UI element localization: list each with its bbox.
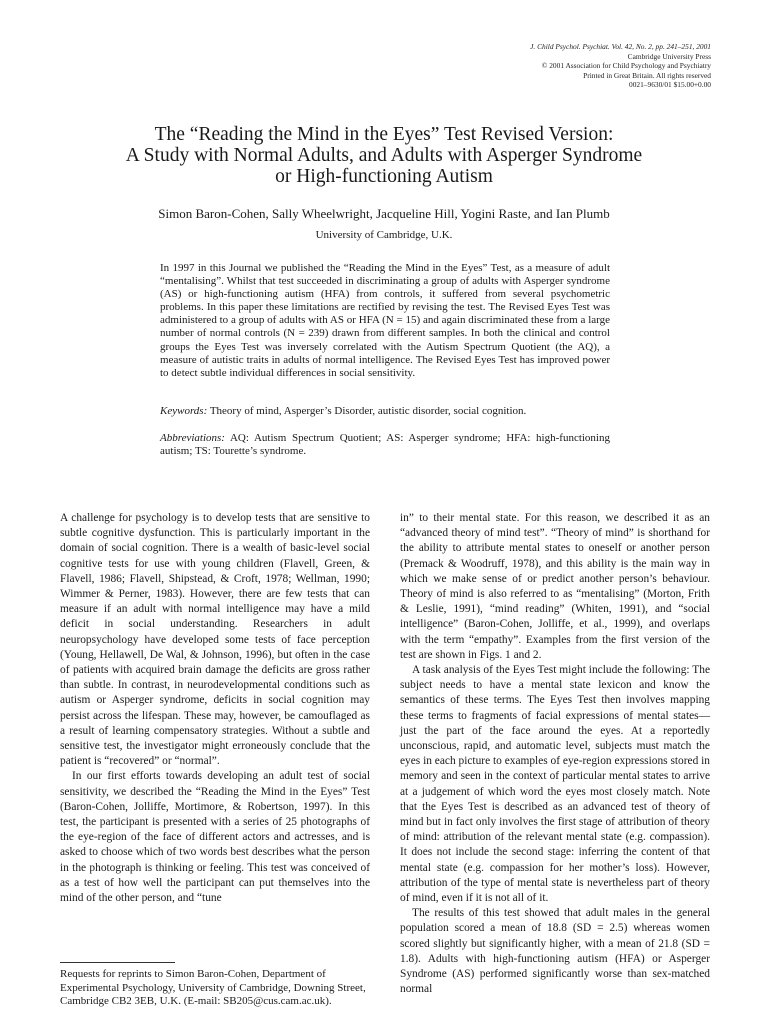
correspondence-footnote: Requests for reprints to Simon Baron-Cohen, Department of Experimental Psychology, University of Cambridge, Downing Street, Cambridge CB2 3EB, U.K. (E-mail: SB205@cus.cam.ac.uk).: [60, 968, 366, 1007]
footnote-divider: [60, 962, 175, 963]
article-title: [40, 124, 728, 187]
journal-publisher-line: Cambridge University Press: [627, 51, 711, 61]
body-paragraph: In our first efforts towards developing an adult test of social sensitivity, we described the “Reading the Mind in the Eyes” Test (Baron-Cohen, Jolliffe, Mortimore, & Robertson, 1997). In this test, the participant is presented with a series of 25 photographs of the eye-region of the face of different actors and actresses, and is asked to choose which of two words best describes what the person in the photograph is thinking or feeling. This test was conceived of as a test of how well the participant can put themselves into the mind of the other person, and “tune: [60, 770, 370, 905]
journal-citation-line: J. Child Psychol. Psychiat. Vol. 42, No. 2, pp. 241–251, 2001: [530, 42, 711, 51]
body-column-right: [400, 511, 710, 998]
abbreviations-label: Abbreviations:: [160, 432, 225, 444]
abstract: In 1997 in this Journal we published the “Reading the Mind in the Eyes” Test, as a measure of adult “mentalising”. Whilst that test succeeded in discriminating a group of adults with Asperger syndrome (AS) or high-functioning autism (HFA) from controls, it suffered from several psychometric problems. In this paper these limitations are rectified by revising the test. The Revised Eyes Test was administered to a group of adults with AS or HFA (N = 15) and again discriminated these from a large number of normal controls (N = 239) drawn from different samples. In both the clinical and control groups the Eyes Test was inversely correlated with the Autism Spectrum Quotient (the AQ), a measure of autistic traits in adults of normal intelligence. The Revised Eyes Test has improved power to detect subtle individual differences in social sensitivity.: [160, 262, 610, 379]
keywords-text: Theory of mind, Asperger’s Disorder, autistic disorder, social cognition.: [209, 405, 527, 417]
body-column-left: [60, 511, 370, 906]
author-list: Simon Baron-Cohen, Sally Wheelwright, Jacqueline Hill, Yogini Raste, and Ian Plumb: [158, 206, 610, 221]
abbreviations-text: AQ: Autism Spectrum Quotient; AS: Asperger syndrome; HFA: high-functioning autism; TS: Tourette’s syndrome.: [160, 432, 610, 458]
keywords-label: Keywords:: [160, 405, 208, 417]
journal-copyright-line: © 2001 Association for Child Psychology and Psychiatry: [541, 61, 711, 71]
journal-rights-line: Printed in Great Britain. All rights reserved: [583, 70, 711, 80]
keywords: [160, 405, 610, 418]
body-paragraph: The results of this test showed that adult males in the general population scored a mean of 18.8 (SD = 2.5) whereas women scored slightly but significantly higher, with a mean of 21.8 (SD = 1.8). Adults with high-functioning autism (HFA) or Asperger Syndrome (AS) performed significantly worse than sex-matched normal: [400, 907, 710, 996]
body-paragraph: A task analysis of the Eyes Test might include the following: The subject needs to have a mental state lexicon and know the semantics of these terms. The Eyes Test then involves mapping these terms to fragments of facial expressions of mental states—just the part of the face around the eyes. At a reportedly unconscious, rapid, and automatic level, subjects must match the eyes in each picture to examples of eye-region expressions stored in memory and seen in the context of particular mental states to arrive at a judgement of which word the eyes most closely match. Note that the Eyes Test is described as an advanced test of theory of mind but in fact only involves the first stage of attribution of theory of mind: attribution of the relevant mental state (e.g. compassion). It does not include the second stage: inferring the content of that mental state (e.g. compassion for her mother’s loss). However, attribution of the type of mental state is nevertheless part of theory of mind, even if it is not all of it.: [400, 664, 710, 905]
abbreviations: [160, 432, 610, 459]
journal-issn-line: 0021–9630/01 $15.00+0.00: [629, 80, 711, 90]
title-line: A Study with Normal Adults, and Adults with Asperger Syndrome: [125, 145, 643, 166]
journal-citation: [530, 42, 711, 90]
title-line: or High-functioning Autism: [275, 166, 493, 187]
body-paragraph: in” to their mental state. For this reason, we described it as an “advanced theory of mind test”. “Theory of mind” is shorthand for the ability to attribute mental states to oneself or another person (Premack & Woodruff, 1978), and this ability is the main way in which we make sense of or predict another person’s behaviour. Theory of mind is also referred to as “mentalising” (Morton, Frith & Leslie, 1991), “mind reading” (Whiten, 1991), and “social intelligence” (Baron-Cohen, Jolliffe, et al., 1999), and overlaps with the term “empathy”. Examples from the first version of the test are shown in Figs. 1 and 2.: [400, 512, 710, 661]
title-line: The “Reading the Mind in the Eyes” Test Revised Version:: [154, 124, 614, 145]
body-paragraph: A challenge for psychology is to develop tests that are sensitive to subtle cognitive dysfunction. This is particularly important in the domain of social cognition. There is a wealth of basic-level social cognitive tests for use with young children (Flavell, Green, & Flavell, 1986; Flavell, Shipstead, & Croft, 1978; Wellman, 1990; Wimmer & Perner, 1983). However, there are few tests that can measure if an adult with normal intelligence may have a mild deficit in social understanding. Researchers in adult neuropsychology have developed some tests of face perception (Young, Hellawell, De Wal, & Johnson, 1996), but often in the case of patients with acquired brain damage the deficits are gross rather than subtle. In contrast, in neurodevelopmental conditions such as autism or Asperger syndrome, deficits in social cognition may persist across the lifespan. These may, however, be camouflaged as a result of learning compensatory strategies. Without a subtle and sensitive test, the investigator might erroneously conclude that the patient is “recovered” or “normal”.: [60, 512, 370, 768]
affiliation: University of Cambridge, U.K.: [315, 229, 453, 241]
